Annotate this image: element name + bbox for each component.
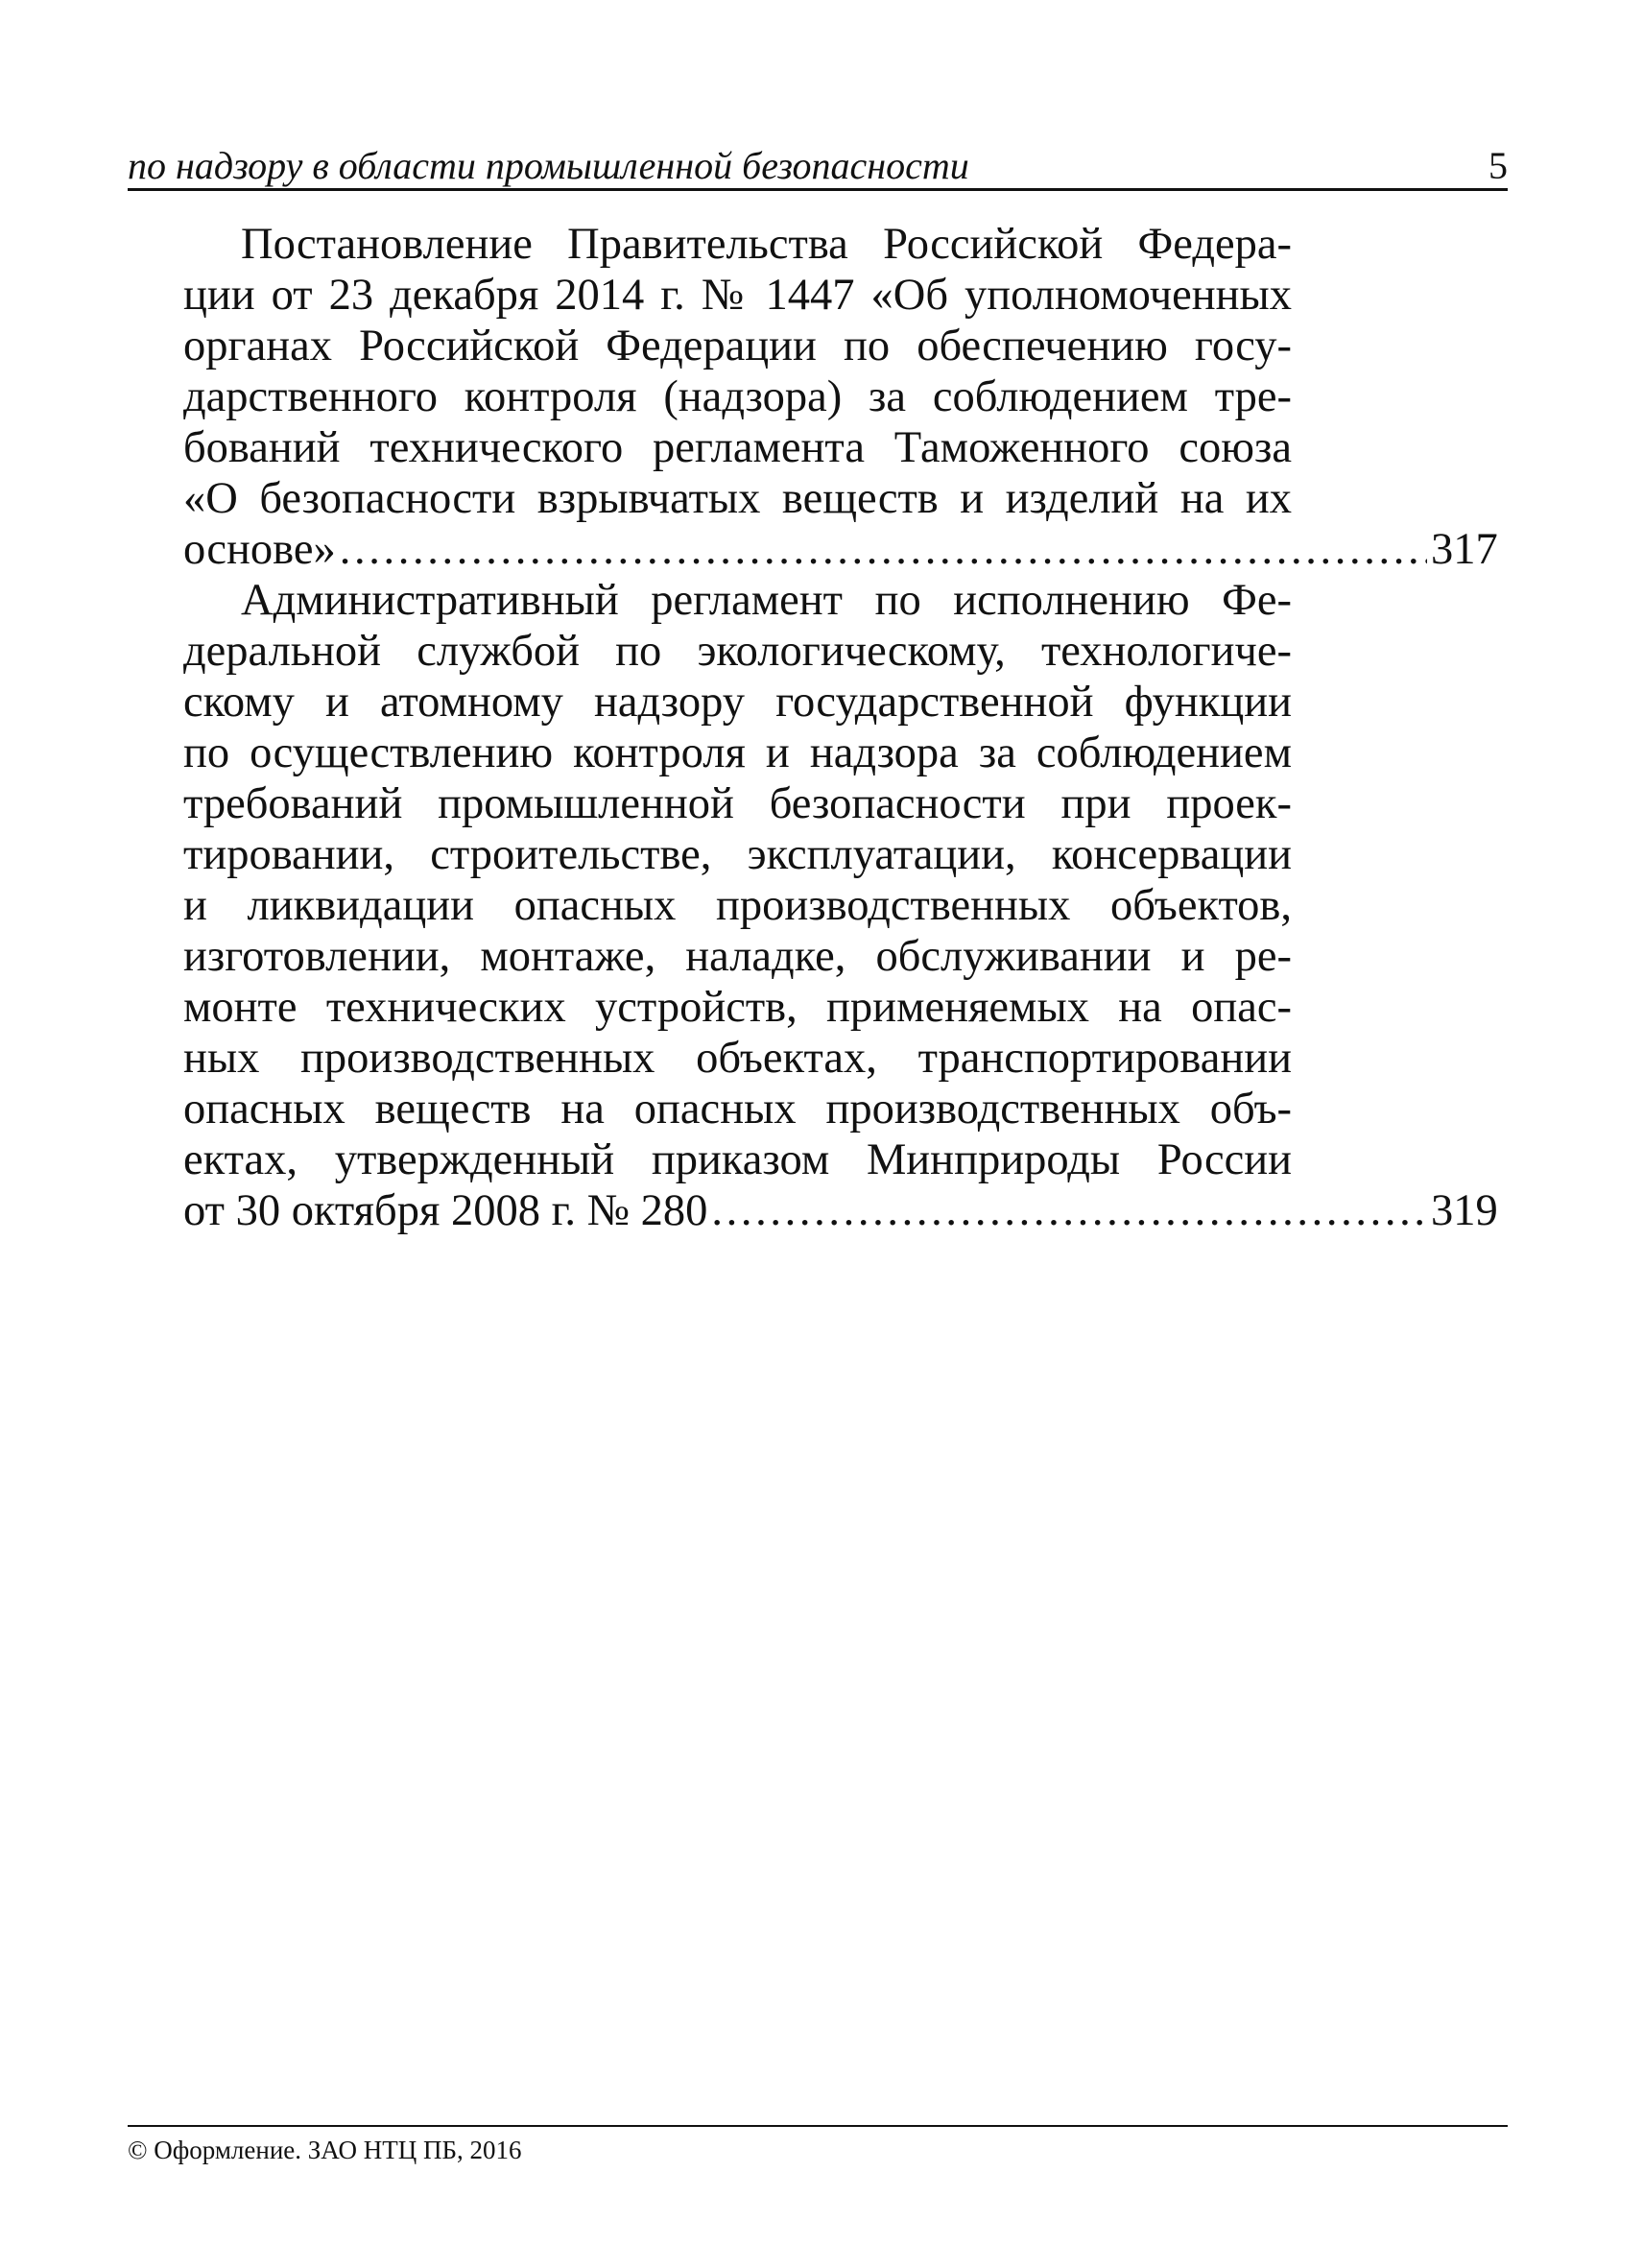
running-header	[128, 142, 1508, 191]
toc-entry-line: бований технического регламента Таможенного союза	[183, 423, 1292, 472]
page-number: 5	[1488, 144, 1508, 187]
toc-page-ref[interactable]: 319	[1431, 1186, 1498, 1235]
toc-entry-line: органах Российской Федерации по обеспечению госу-	[183, 322, 1292, 370]
toc-entry-line: опасных веществ на опасных производственных объ-	[183, 1085, 1292, 1134]
toc-entry-line: скому и атомному надзору государственной функции	[183, 678, 1292, 727]
toc-entry-line: ных производственных объектах, транспортировании	[183, 1034, 1292, 1083]
dot-leader	[340, 524, 1427, 575]
header-title: по надзору в области промышленной безопасности	[128, 144, 969, 187]
toc-entry-line: «О безопасности взрывчатых веществ и изделий на их	[183, 474, 1292, 523]
toc-entry-line: ектах, утвержденный приказом Минприроды России	[183, 1135, 1292, 1184]
toc-entry-line: изготовлении, монтаже, наладке, обслуживании и ре-	[183, 932, 1292, 981]
toc-entry-line: требований промышленной безопасности при проек-	[183, 779, 1292, 828]
toc-entry-line: по осуществлению контроля и надзора за соблюдением	[183, 728, 1292, 777]
toc-entry-last-line	[183, 1185, 1508, 1236]
toc-entry-last-text: от 30 октября 2008 г. № 280	[183, 1186, 708, 1235]
footer-rule	[128, 2125, 1508, 2127]
toc-entry-line: Административный регламент по исполнению Фе-	[241, 576, 1292, 625]
toc-entry-line: тировании, строительстве, эксплуатации, консервации	[183, 830, 1292, 879]
toc-entry-resolution-1447[interactable]	[183, 219, 1508, 575]
toc-entry-last-line	[183, 524, 1508, 575]
toc-page-ref[interactable]: 317	[1431, 525, 1498, 574]
dot-leader	[711, 1185, 1427, 1236]
table-of-contents	[183, 219, 1508, 1236]
toc-entry-line: Постановление Правительства Российской Федера-	[241, 220, 1292, 269]
toc-entry-line: дарственного контроля (надзора) за соблюдением тре-	[183, 372, 1292, 421]
toc-entry-line: монте технических устройств, применяемых на опас-	[183, 983, 1292, 1032]
toc-entry-admin-regulation-280[interactable]	[183, 575, 1508, 1236]
toc-entry-line: ции от 23 декабря 2014 г. № 1447 «Об уполномоченных	[183, 271, 1292, 320]
toc-entry-line: деральной службой по экологическому, технологиче-	[183, 627, 1292, 676]
toc-entry-last-text: основе»	[183, 525, 336, 574]
copyright-footer: © Оформление. ЗАО НТЦ ПБ, 2016	[128, 2136, 522, 2164]
toc-entry-line: и ликвидации опасных производственных объектов,	[183, 881, 1292, 930]
